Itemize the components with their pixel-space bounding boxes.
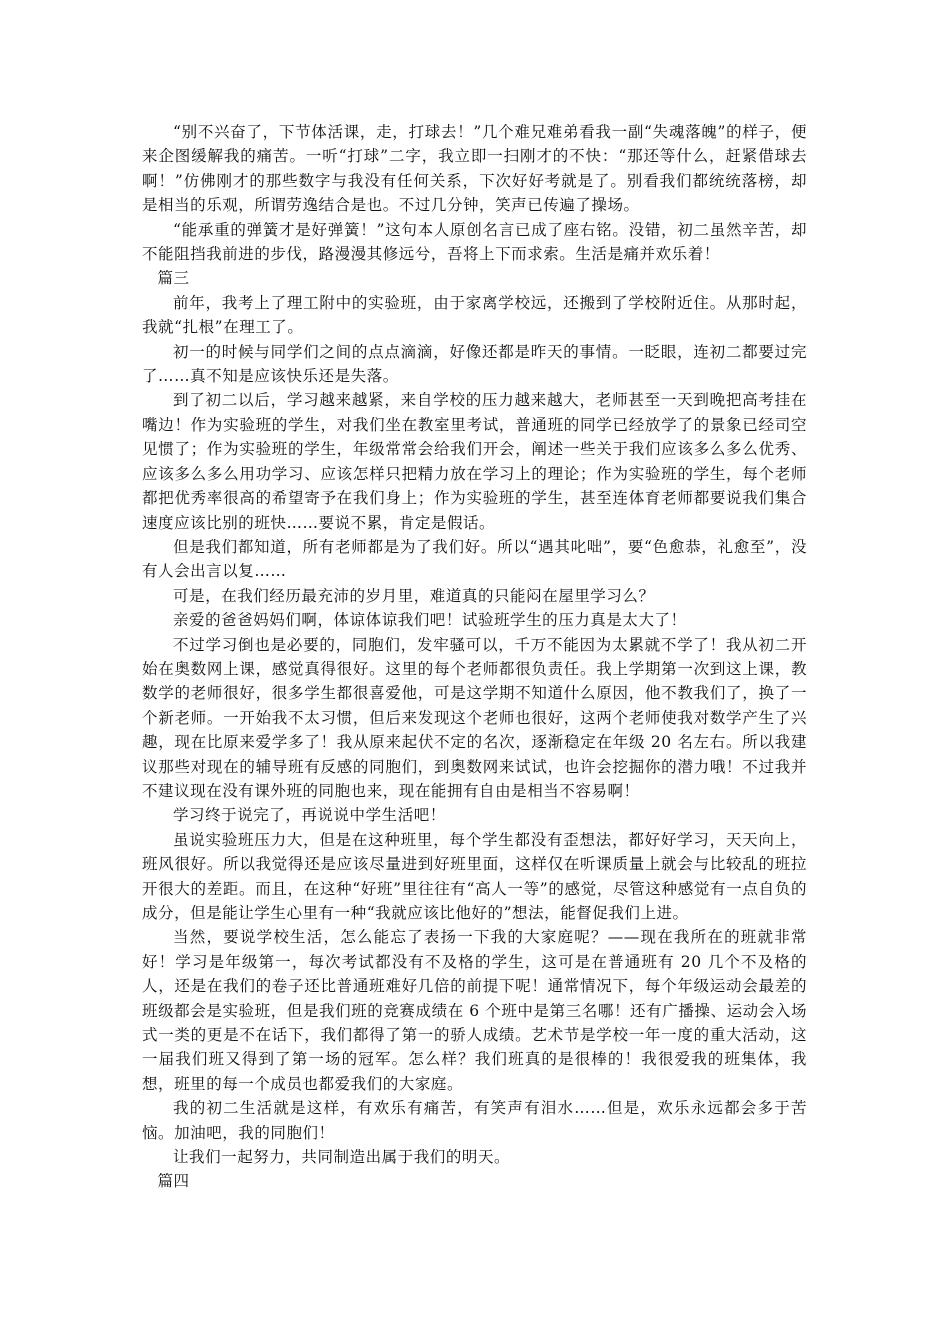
paragraph-4: 初一的时候与同学们之间的点点滴滴，好像还都是昨天的事情。一眨眼，连初二都要过完了……真不知是应该快乐还是失落。 [142, 342, 807, 386]
paragraph-13: 我的初二生活就是这样，有欢乐有痛苦，有笑声有泪水……但是，欢乐永远都会多于苦恼。加油吧，我的同胞们！ [142, 1099, 807, 1142]
paragraph-10: 学习终于说完了，再说说中学生活吧！ [173, 806, 446, 825]
document-body [142, 120, 807, 1194]
paragraph-12: 当然，要说学校生活，怎么能忘了表扬一下我的大家庭呢？——现在我所在的班就非常好！学习是年级第一，每次考试都没有不及格的学生，这可是在普通班有 20 几个不及格的人，还是在我们的卷子还比普通班难好几倍的前提下呢！通常情况下，每个年级运动会最差的班级都会是实验班，但是我们班的竞赛成绩在 6 个班中是第三名哪！还有广播操、运动会入场式一类的更是不在话下，我们都得了第一的骄人成绩。艺术节是学校一年一度的重大活动，这一届我们班又得到了第一场的冠军。怎么样？我们班真的是很棒的！我很爱我的班集体，我想，班里的每一个成员也都爱我们的大家庭。 [142, 928, 807, 1093]
paragraph-6: 但是我们都知道，所有老师都是为了我们好。所以“遇其叱咄”，要“色愈恭，礼愈至”，没有人会出言以复…… [142, 537, 807, 581]
paragraph-8: 亲爱的爸爸妈妈们啊，体谅体谅我们吧！试验班学生的压力真是太大了！ [173, 611, 687, 630]
section-heading-3: 篇三 [157, 269, 190, 288]
paragraph-9: 不过学习倒也是必要的，同胞们，发牢骚可以，千万不能因为太累就不学了！我从初二开始在奥数网上课，感觉真得很好。这里的每个老师都很负责任。我上学期第一次到这上课，教数学的老师很好，很多学生都很喜爱他，可是这学期不知道什么原因，他不教我们了，换了一个新老师。一开始我不太习惯，但后来发现这个老师也很好，这两个老师使我对数学产生了兴趣，现在比原来爱学多了！我从原来起伏不定的名次，逐渐稳定在年级 20 名左右。所以我建议那些对现在的辅导班有反感的同胞们，到奥数网来试试，也许会挖掘你的潜力哦！不过我并不建议现在没有课外班的同胞也来，现在能拥有自由是相当不容易啊！ [142, 635, 807, 800]
paragraph-14: 让我们一起努力，共同制造出属于我们的明天。 [173, 1148, 511, 1167]
paragraph-7: 可是，在我们经历最充沛的岁月里，难道真的只能闷在屋里学习么？ [173, 586, 655, 605]
paragraph-3: 前年，我考上了理工附中的实验班，由于家离学校远，还搬到了学校附近住。从那时起，我就“扎根”在理工了。 [142, 293, 807, 337]
paragraph-2: “能承重的弹簧才是好弹簧！”这句本人原创名言已成了座右铭。没错，初二虽然辛苦，却不能阻挡我前进的步伐，路漫漫其修远兮，吾将上下而求索。生活是痛并欢乐着！ [142, 220, 807, 264]
paragraph-11: 虽说实验班压力大，但是在这种班里，每个学生都没有歪想法，都好好学习，天天向上，班风很好。所以我觉得还是应该尽量进到好班里面，这样仅在听课质量上就会与比较乱的班拉开很大的差距。而且，在这种“好班”里往往有“高人一等”的感觉，尽管这种感觉有一点自负的成分，但是能让学生心里有一种“我就应该比他好的”想法，能督促我们上进。 [142, 830, 807, 922]
paragraph-5: 到了初二以后，学习越来越紧，来自学校的压力越来越大，老师甚至一天到晚把高考挂在嘴边！作为实验班的学生，对我们坐在教室里考试，普通班的同学已经放学了的景象已经司空见惯了；作为实验班的学生，年级常常会给我们开会，阐述一些关于我们应该多么多么优秀、应该多么多么用功学习、应该怎样只把精力放在学习上的理论；作为实验班的学生，每个老师都把优秀率很高的希望寄予在我们身上；作为实验班的学生，甚至连体育老师都要说我们集合速度应该比别的班快……要说不累，肯定是假话。 [142, 391, 807, 532]
section-heading-4: 篇四 [157, 1172, 190, 1191]
paragraph-1: “别不兴奋了，下节体活课，走，打球去！”几个难兄难弟看我一副“失魂落魄”的样子，便来企图缓解我的痛苦。一听“打球”二字，我立即一扫刚才的不快：“那还等什么，赶紧借球去啊！”仿佛刚才的那些数字与我没有任何关系，下次好好考就是了。别看我们都统统落榜，却是相当的乐观，所谓劳逸结合是也。不过几分钟，笑声已传遍了操场。 [142, 123, 807, 215]
